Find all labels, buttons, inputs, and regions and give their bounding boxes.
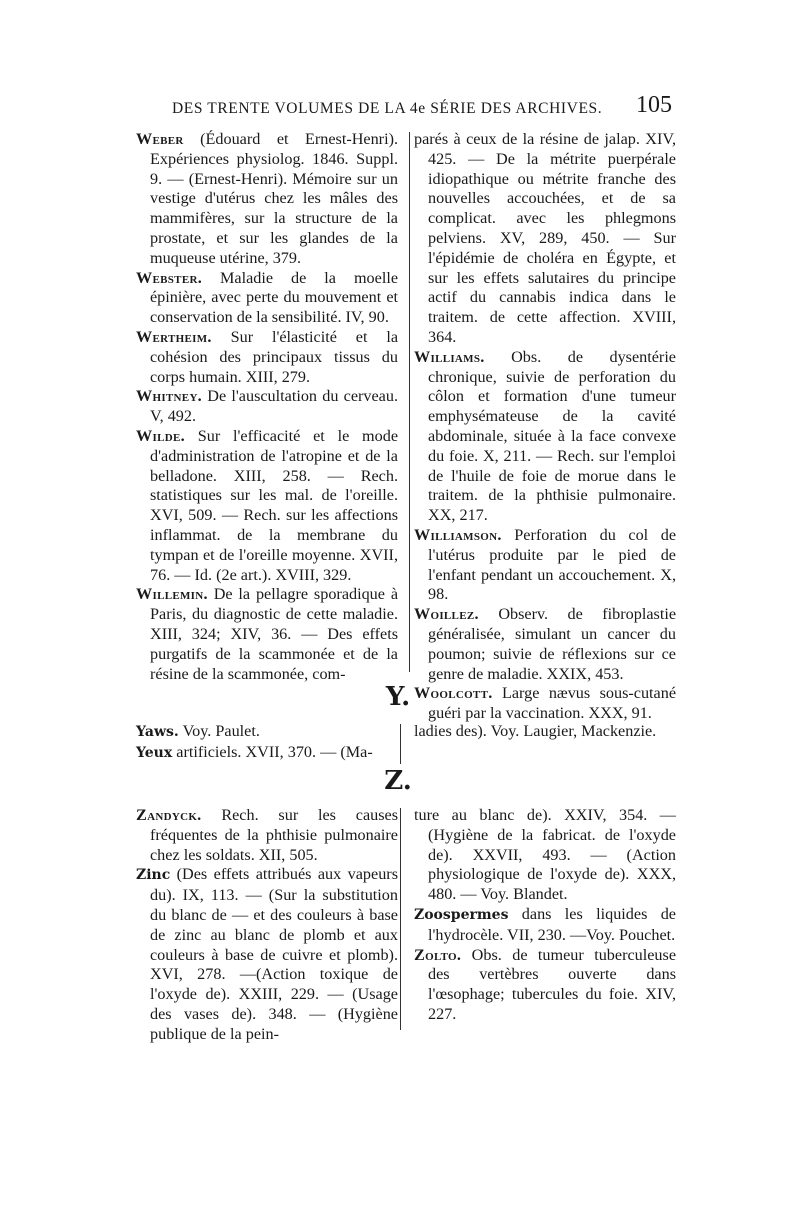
index-entry [414, 526, 676, 605]
index-entry [136, 387, 398, 427]
z-left-column [136, 806, 398, 1045]
entry-text: ladies des). Voy. Laugier, Mackenzie. [414, 722, 657, 740]
index-entry [414, 130, 676, 348]
w-right-column [414, 130, 676, 724]
entry-text: Maladie de la moelle épinière, avec perte du mouvement et conservation de la sensibilité. IV, 90. [150, 268, 399, 327]
running-head: DES TRENTE VOLUMES DE LA 4e SÉRIE DES ARCHIVES. [172, 100, 603, 117]
entry-headword: Williams. [414, 347, 485, 366]
index-entry [136, 427, 398, 585]
entry-headword: Wertheim. [136, 327, 212, 346]
page-header [172, 92, 672, 126]
w-left-column [136, 130, 398, 684]
index-entry [414, 946, 676, 1025]
column-rule [400, 808, 401, 1030]
entry-text: artificiels. XVII, 370. — (Ma- [176, 742, 373, 761]
column-rule [409, 132, 410, 672]
section-letter-y: Y. [385, 682, 411, 712]
index-entry [414, 806, 676, 905]
entry-text: parés à ceux de la résine de jalap. XIV, 425. — De la métrite puerpérale idiopathique ou métrite franche des nouvelles accouchées, et de sa complicat. avec les phlegmons pelviens. XV, 289, 450. — Sur l'épidémie de choléra en Égypte, et sur les effets salutaires du principe actif du cannabis indica dans le traitem. de cette affection. XVIII, 364. [414, 130, 676, 346]
entry-text: De la pellagre sporadique à Paris, du diagnostic de cette maladie. XIII, 324; XIV, 36. — Des effets purgatifs de la scammonée et de la résine de la scammonée, com- [150, 585, 398, 683]
entry-headword: Yeux [136, 744, 173, 761]
z-right-column [414, 806, 676, 1025]
entry-text: dans les liquides de l'hydrocèle. VII, 230. —Voy. Pouchet. [428, 904, 676, 944]
index-entry [414, 684, 676, 724]
entry-headword: Woillez. [414, 605, 479, 624]
index-entry [414, 348, 676, 526]
entry-headword: Zandyck. [136, 806, 202, 824]
index-entry [136, 130, 398, 269]
entry-headword: Williamson. [414, 525, 502, 544]
page-number: 105 [636, 92, 672, 118]
entry-text: De l'auscultation du cerveau. V, 492. [150, 387, 399, 426]
entry-text: (Des effets attribués aux vapeurs du). IX, 113. — (Sur la substitution du blanc de — et des couleurs à base de zinc au blanc de plomb et aux couleurs à base de cuivre et plomb). XVI, 278. —(Action toxique de l'oxyde de). XXIII, 229. — (Usage des vases de). 348. — (Hygiène publique de la pein- [150, 865, 398, 1043]
y-left-column [136, 722, 398, 764]
entry-headword: Weber [136, 130, 184, 148]
entry-text: ture au blanc de). XXIV, 354. — (Hygiène de la fabricat. de l'oxyde de). XXVII, 493. — (Action physiologique de l'oxyde de). XXX, 480. — Voy. Blandet. [414, 806, 676, 904]
entry-headword: Whitney. [136, 387, 203, 406]
entry-headword: Woolcott. [414, 684, 493, 703]
column-rule [400, 724, 401, 764]
section-letter-z: Z. [384, 766, 412, 796]
index-entry [136, 743, 398, 764]
entry-headword: Webster. [136, 268, 203, 287]
index-entry [136, 328, 398, 387]
entry-headword: Wilde. [136, 426, 185, 445]
index-entry [414, 605, 676, 684]
entry-text: Rech. sur les causes fréquentes de la phthisie pulmonaire chez les soldats. XII, 505. [150, 806, 399, 864]
entry-headword: Zinc [136, 867, 171, 884]
index-entry [414, 905, 676, 946]
index-entry [136, 722, 398, 743]
entry-text: Voy. Paulet. [182, 722, 260, 740]
entry-text: Obs. de dysentérie chronique, suivie de perforation du côlon et formation d'une tumeur emphysémateuse de la cavité abdominale, située à la face convexe du foie. X, 211. — Rech. sur l'emploi de l'huile de foie de morue dans le traitem. de la phthisie pulmonaire. XX, 217. [428, 347, 676, 525]
entry-text: Perforation du col de l'utérus produite par le pied de l'enfant pendant un accouchement. X, 98. [428, 525, 677, 604]
entry-text: Large nævus sous-cutané guéri par la vaccination. XXX, 91. [428, 684, 677, 723]
index-entry [136, 806, 398, 865]
index-entry [136, 865, 398, 1044]
y-right-column [414, 722, 676, 742]
entry-text: Sur l'élasticité et la cohésion des principaux tissus du corps humain. XIII, 279. [150, 327, 399, 386]
index-entry [414, 722, 676, 742]
entry-text: Obs. de tumeur tuberculeuse des vertèbres ouverte dans l'œsophage; tubercules du foie. XIV, 227. [428, 945, 677, 1023]
index-entry [136, 269, 398, 328]
entry-headword: Zolto. [414, 945, 462, 964]
entry-headword: Willemin. [136, 585, 208, 604]
entry-headword: Yaws. [136, 724, 179, 740]
entry-headword: Zoospermes [414, 906, 509, 923]
entry-text: Sur l'efficacité et le mode d'administration de l'atropine et de la belladone. XIII, 258. — Rech. statistiques sur les mal. de l'oreille. XVI, 509. — Rech. sur les affections inflammat. de la membrane du tympan et de l'oreille moyenne. XVII, 76. — Id. (2e art.). XVIII, 329. [150, 426, 399, 584]
index-entry [136, 585, 398, 684]
entry-text: (Édouard et Ernest-Henri). Expériences physiolog. 1846. Suppl. 9. — (Ernest-Henri). Mémoire sur un vestige d'utérus chez les mâles des mammifères, sur la structure de la prostate, et sur les glandes de la muqueuse utérine, 379. [150, 130, 399, 267]
entry-text: Observ. de fibroplastie généralisée, simulant un cancer du poumon; suivie de réflexions sur ce genre de maladie. XXIX, 453. [428, 605, 677, 683]
